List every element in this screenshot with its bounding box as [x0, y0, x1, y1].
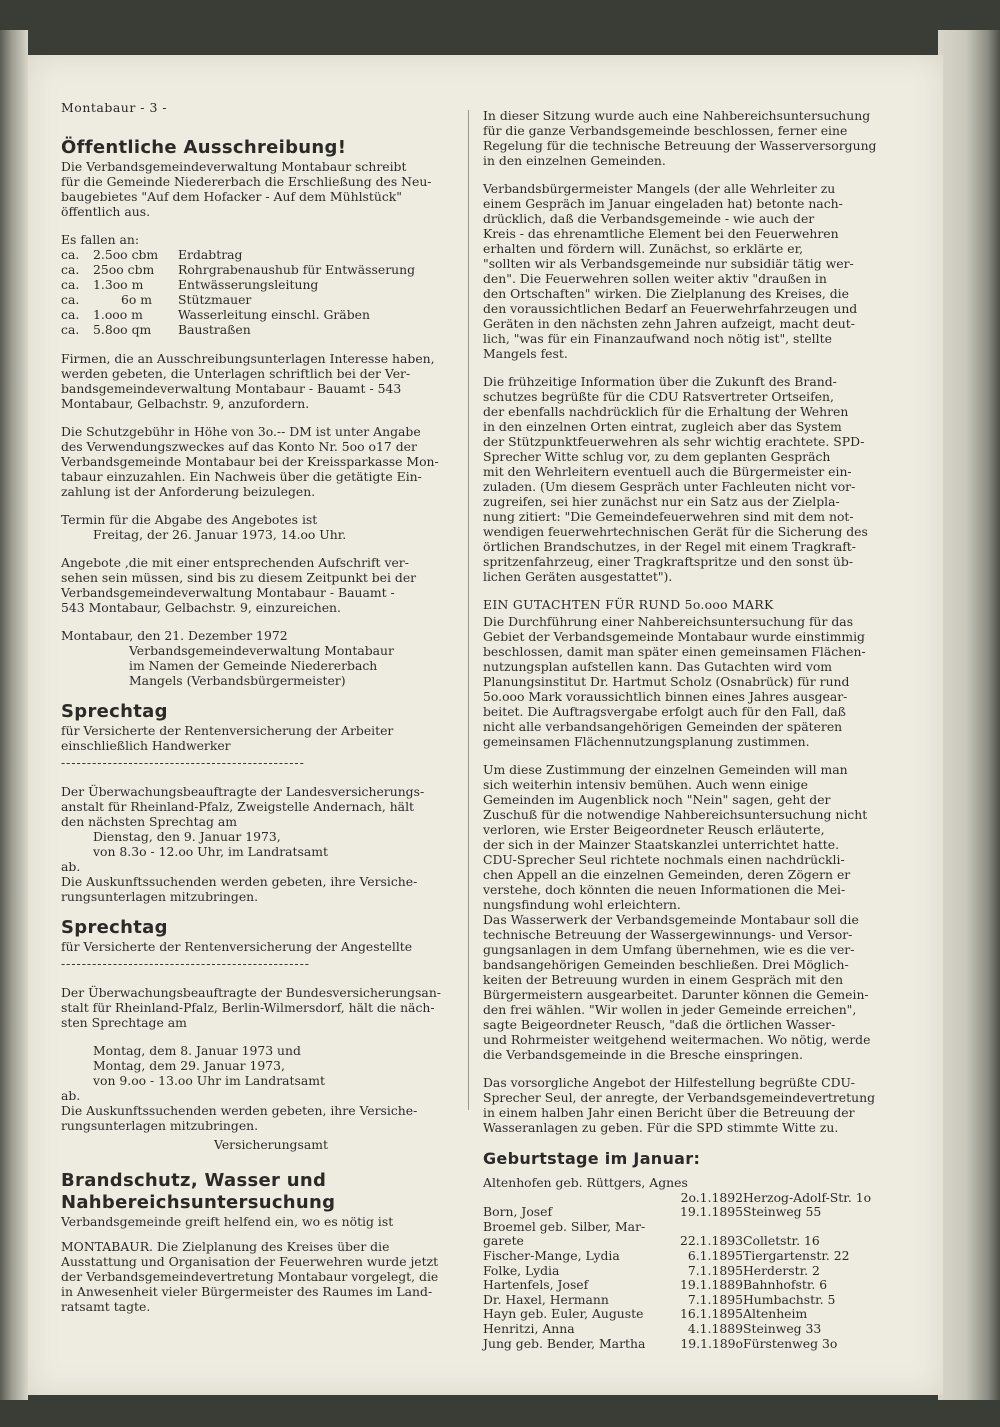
ausschreibung-intro: Die Verbandsgemeindeverwaltung Montabaur schreibt für die Gemeinde Niedererbach die Erschließung des Neu- baugebietes "Auf dem Hofacker - Auf dem Mühlstück" öffentlich aus. — [61, 159, 432, 219]
list-item: ca. 1.3oo m Entwässerungsleitung — [61, 277, 319, 292]
birthday-date: 7.1.1895 — [687, 1291, 743, 1307]
date-line: Montabaur, den 21. Dezember 1972 — [61, 628, 288, 643]
table-row — [483, 1176, 888, 1191]
sprechtag2-dates: Montag, dem 8. Januar 1973 und Montag, dem 29. Januar 1973, von 9.oo - 13.oo Uhr im Landratsamt — [93, 1043, 325, 1088]
list-item: ca. 6o m Stützmauer — [61, 292, 252, 307]
binding-edge-left — [0, 30, 28, 1400]
sprechtag2-closing: Die Auskunftssuchenden werden gebeten, ihre Versiche- rungsunterlagen mitzubringen. — [61, 1103, 418, 1133]
brandschutz-paragraph-6: Um diese Zustimmung der einzelnen Gemeinden will man sich weiterhin intensiv bemühen. Auch wenn einige Gemeinden im Augenblick noch "Nein" sagen, geht der Zuschuß für die notwendige Nahbereichsuntersuchung nicht verloren, wie Erster Beigeordneter Reusch erläuterte, der sich in der Mainzer Staatskanzlei unterrichtet hatte. CDU-Sprecher Seul richtete nochmals einen nachdrückli- chen Appell an die einzelnen Gemeinden, deren Zögern er verstehe, doch könnten die neuen Informationen die Mei- nungsfindung wohl erleichtern. Das Wasserwerk der Verbandsgemeinde Montabaur soll die technische Betreuung der Wassergewinnungs- und Versor- gungsanlagen in dem Umfang übernehmen, wie es die ver- bandsangehörigen Gemeinden beschließen. Drei Möglich- keiten der Betreuung wurden in einem Gespräch mit den Bürgermeistern ausgearbeitet. Darunter können die Gemein- den frei wählen. "Wir wollen in jeder Gemeinde erreichen", sagte Beigeordneter Reusch, "daß die örtlichen Wasser- und Rohrmeister weitgehend weitermachen. Wo nötig, werde die Verbandsgemeinde in die Bresche einspringen. — [483, 762, 871, 1062]
brandschutz-paragraph-7: Das vorsorgliche Angebot der Hilfestellung begrüßte CDU- Sprecher Seul, der anregte, der Verbandsgemeindevertretung in einem halben Jahr einen Bericht über die Betreuung der Wasseranlagen zu geben. Für die SPD stimmte Witte zu. — [483, 1075, 875, 1135]
sprechtag1-section — [61, 701, 481, 904]
birthday-name: Altenhofen geb. Rüttgers, Agnes — [483, 1175, 688, 1190]
birthday-address: Altenheim — [743, 1306, 808, 1322]
table-row — [483, 1337, 888, 1352]
sprechtag2-ab: ab. — [61, 1088, 81, 1103]
table-row — [483, 1322, 888, 1337]
dashed-divider: ----------------------------------------------- — [61, 755, 305, 770]
brandschutz-paragraph-4: Die frühzeitige Information über die Zukunft des Brand- schutzes begrüßte für die CDU Ratsvertreter Ortseifen, der ebenfalls nachdrücklich für die Erhaltung der Wehren in den einzelnen Orten eintrat, zugleich aber das System der Stützpunktfeuerwehren als sehr wichtig erachtete. SPD- Sprecher Witte schlug vor, zu dem geplanten Gespräch mit den Wehrleitern eventuell auch die Bürgermeister ein- zuladen. (Um diesem Gespräch unter Fachleuten nicht vor- zugreifen, sei hier zunächst nur ein Satz aus der Zielpla- nung zitiert: "Die Gemeindefeuerwehren sind mit dem not- wendigen feuerwehrtechnischen Gerät für die Sicherung des örtlichen Brandschutzes, in der Regel mit einem Tragkraft- spritzenfahrzeug, einer Tragkraftspritze und den sonst üb- lichen Geräten ausgestattet"). — [483, 374, 868, 584]
page-header: Montabaur - 3 - — [61, 100, 168, 115]
table-row — [483, 1191, 888, 1206]
firmen-paragraph: Firmen, die an Ausschreibungsunterlagen Interesse haben, werden gebeten, die Unterlagen schriftlich bei der Ver- bandsgemeindeverwaltung Montabaur - Bauamt - 543 Montabaur, Gelbachstr. 9, anzufordern. — [61, 351, 435, 411]
brandschutz-paragraph-2: In dieser Sitzung wurde auch eine Nahbereichsuntersuchung für die ganze Verbandsgemeinde beschlossen, ferner eine Regelung für die technische Betreuung der Wasserversorgung in den einzelnen Gemeinden. — [483, 108, 877, 168]
birthday-address: Herzog-Adolf-Str. 1o — [743, 1189, 872, 1205]
birthday-address: Colletstr. 16 — [743, 1233, 820, 1249]
birthday-name: Dr. Haxel, Hermann — [483, 1291, 609, 1307]
sprechtag2-body: Der Überwachungsbeauftragte der Bundesversicherungsan- stalt für Rheinland-Pfalz, Berlin-Wilmersdorf, hält die näch- sten Sprechtage am — [61, 985, 441, 1030]
birthday-address: Steinweg 33 — [743, 1320, 822, 1336]
table-row — [483, 1220, 888, 1235]
birthday-address: Herderstr. 2 — [743, 1262, 820, 1278]
sprechtag2-subtitle: für Versicherte der Rentenversicherung der Angestellte — [61, 939, 413, 954]
birthday-name: Broemel geb. Silber, Mar- — [483, 1218, 646, 1234]
sprechtag1-ab: ab. — [61, 859, 81, 874]
brandschutz-paragraph-1: MONTABAUR. Die Zielplanung des Kreises über die Ausstattung und Organisation der Feuerwehren wurde jetzt der Verbandsgemeindevertretung Montabaur vorgelegt, die in Anwesenheit vieler Bürgermeister des Raumes im Land- ratsamt tagte. — [61, 1239, 439, 1314]
work-items-list — [61, 247, 481, 337]
birthday-name: Jung geb. Bender, Martha — [483, 1335, 646, 1351]
birthday-date: 22.1.1893 — [679, 1233, 743, 1249]
angebote-paragraph: Angebote ,die mit einer entsprechenden Aufschrift ver- sehen sein müssen, sind bis zu diesem Zeitpunkt bei der Verbandsgemeindeverwaltung Montabaur - Bauamt - 543 Montabaur, Gelbachstr. 9, einzureichen. — [61, 555, 417, 615]
birthday-name: Henritzi, Anna — [483, 1320, 575, 1336]
brandschutz-section — [61, 1170, 481, 1314]
table-row — [483, 1234, 888, 1249]
birthday-address: Fürstenweg 3o — [743, 1335, 838, 1351]
list-item: ca. 2.5oo cbm Erdabtrag — [61, 247, 243, 262]
birthday-name — [483, 1191, 648, 1206]
sprechtag2-signoff: Versicherungsamt — [214, 1137, 328, 1152]
brandschutz-paragraph-5: Die Durchführung einer Nahbereichsuntersuchung für das Gebiet der Verbandsgemeinde Montabaur wurde einstimmig beschlossen, damit man später einen gemeinsamen Flächen- nutzungsplan aufstellen kann. Das Gutachten wird vom Planungsinstitut Dr. Hartmut Scholz (Osnabrück) für rund 5o.ooo Mark voraussichtlich binnen eines Jahres ausgear- beitet. Die Auftragsvergabe erfolgt auch für den Fall, daß nicht alle verbandsangehörigen Gemeinden der späteren gemeinsamen Flächennutzungsplanung zustimmen. — [483, 614, 866, 749]
birthday-date: 7.1.1895 — [687, 1262, 743, 1278]
table-row — [483, 1293, 888, 1308]
list-item: ca. 1.ooo m Wasserleitung einschl. Gräben — [61, 307, 370, 322]
sprechtag1-subtitle: für Versicherte der Rentenversicherung der Arbeiter einschließlich Handwerker — [61, 723, 394, 753]
birthday-address: Humbachstr. 5 — [743, 1291, 836, 1307]
sprechtag1-dates: Dienstag, den 9. Januar 1973, von 8.3o - 12.oo Uhr, im Landratsamt — [93, 829, 328, 859]
birthday-table — [483, 1176, 888, 1351]
newspaper-page — [28, 55, 943, 1395]
sprechtag2-title: Sprechtag — [61, 917, 168, 938]
list-intro: Es fallen an: — [61, 232, 140, 247]
birthday-date: 16.1.1895 — [679, 1306, 743, 1322]
list-item: ca. 25oo cbm Rohrgrabenaushub für Entwässerung — [61, 262, 416, 277]
brandschutz-paragraph-3: Verbandsbürgermeister Mangels (der alle Wehrleiter zu einem Gespräch im Januar eingeladen hat) betonte nach- drücklich, daß die Verbandsgemeinde - wie auch der Kreis - das ehrenamtliche Element bei den Feuerwehren erhalten und fördern will. Zunächst, so erklärte er, "sollten wir als Verbandsgemeinde nur subsidiär tätig wer- den". Die Feuerwehren sollen weiter aktiv "draußen in den Ortschaften" wirken. Die Zielplanung des Kreises, die den voraussichtlichen Bedarf an Feuerwehrfahrzeugen und Geräten in den nächsten zehn Jahren aufzeigt, macht deut- lich, "was für ein Finanzaufwand noch nötig ist", stellte Mangels fest. — [483, 181, 858, 361]
brandschutz-subtitle: Verbandsgemeinde greift helfend ein, wo es nötig ist — [61, 1214, 394, 1229]
ausschreibung-section — [61, 137, 481, 688]
sprechtag2-section — [61, 917, 481, 1152]
birthday-address: Bahnhofstr. 6 — [743, 1277, 828, 1293]
table-row — [483, 1249, 888, 1264]
table-row — [483, 1278, 888, 1293]
right-column — [483, 108, 903, 1351]
sprechtag1-body: Der Überwachungsbeauftragte der Landesversicherungs- anstalt für Rheinland-Pfalz, Zweigstelle Andernach, hält den nächsten Sprechtag am — [61, 784, 425, 829]
ausschreibung-title: Öffentliche Ausschreibung! — [61, 137, 347, 158]
birthday-name: Hartenfels, Josef — [483, 1277, 589, 1293]
geburtstage-title: Geburtstage im Januar: — [483, 1149, 701, 1168]
sprechtag1-closing: Die Auskunftssuchenden werden gebeten, ihre Versiche- rungsunterlagen mitzubringen. — [61, 874, 418, 904]
geburtstage-section — [483, 1148, 903, 1351]
birthday-name: Fischer-Mange, Lydia — [483, 1247, 620, 1263]
birthday-name: Born, Josef — [483, 1204, 553, 1220]
list-item: ca. 5.8oo qm Baustraßen — [61, 322, 251, 337]
gebuehr-paragraph: Die Schutzgebühr in Höhe von 3o.-- DM ist unter Angabe des Verwendungszweckes auf das Konto Nr. 5oo o17 der Verbandsgemeinde Montabaur bei der Kreissparkasse Mon- tabaur einzuzahlen. Ein Nachweis über die getätigte Ein- zahlung ist der Anforderung beizulegen. — [61, 424, 439, 499]
termin-line1: Termin für die Abgabe des Angebotes ist — [61, 512, 318, 527]
birthday-address: Tiergartenstr. 22 — [743, 1247, 850, 1263]
table-row — [483, 1307, 888, 1322]
binding-edge-right — [938, 30, 1000, 1400]
birthday-date: 19.1.189o — [680, 1335, 743, 1351]
left-column — [61, 100, 481, 1327]
birthday-date: 19.1.1889 — [679, 1277, 743, 1293]
birthday-address: Steinweg 55 — [743, 1204, 822, 1220]
birthday-date: 4.1.1889 — [687, 1320, 743, 1336]
brandschutz-title: Brandschutz, Wasser und Nahbereichsuntersuchung — [61, 1170, 336, 1213]
birthday-name: Hayn geb. Euler, Auguste — [483, 1306, 644, 1322]
birthday-name: Folke, Lydia — [483, 1262, 560, 1278]
birthday-date: 6.1.1895 — [687, 1247, 743, 1263]
table-row — [483, 1205, 888, 1220]
termin-line2: Freitag, der 26. Januar 1973, 14.oo Uhr. — [93, 527, 347, 542]
birthday-date: 19.1.1895 — [679, 1204, 743, 1220]
gutachten-heading: EIN GUTACHTEN FÜR RUND 5o.ooo MARK — [483, 597, 774, 612]
signature-block: Verbandsgemeindeverwaltung Montabaur im Namen der Gemeinde Niedererbach Mangels (Verbandsbürgermeister) — [129, 643, 394, 688]
table-row — [483, 1264, 888, 1279]
dashed-divider: ------------------------------------------------ — [61, 956, 310, 971]
sprechtag1-title: Sprechtag — [61, 701, 168, 722]
birthday-date: 2o.1.1892 — [680, 1189, 743, 1205]
birthday-name: garete — [483, 1233, 524, 1249]
